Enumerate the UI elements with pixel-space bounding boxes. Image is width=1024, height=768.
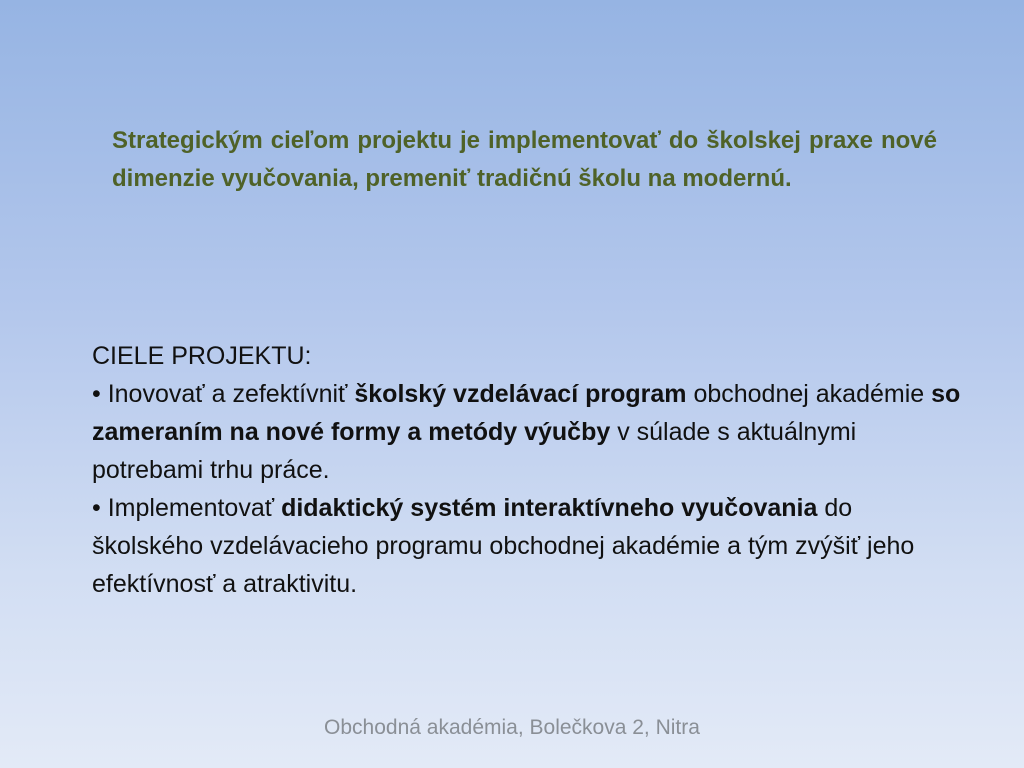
goal-item [92, 375, 962, 489]
bullet: • [92, 494, 101, 522]
goal-text: Implementovať [100, 494, 282, 522]
goal-text: do školského vzdelávacieho programu obchodnej akadémie a tým zvýšiť jeho efektívnosť a atraktivitu. [92, 494, 915, 598]
goal-emphasis: didaktický systém interaktívneho vyučovania [281, 494, 818, 522]
goal-text: obchodnej akadémie [686, 380, 932, 408]
goals-list [92, 375, 962, 603]
intro-paragraph: Strategickým cieľom projektu je implementovať do školskej praxe nové dimenzie vyučovania, premeniť tradičnú školu na modernú. [112, 127, 937, 192]
project-goals [92, 337, 962, 603]
goals-heading: CIELE PROJEKTU: [92, 342, 312, 370]
bullet: • [92, 380, 101, 408]
goal-text: Inovovať a zefektívniť [100, 380, 355, 408]
goal-emphasis: so zameraním na nové formy a metódy výučby [92, 380, 961, 446]
goal-item [92, 489, 962, 603]
goal-emphasis: školský vzdelávací program [354, 380, 687, 408]
goal-text: v súlade s aktuálnymi potrebami trhu práce. [92, 418, 857, 484]
footer: Obchodná akadémia, Bolečkova 2, Nitra [324, 716, 700, 739]
